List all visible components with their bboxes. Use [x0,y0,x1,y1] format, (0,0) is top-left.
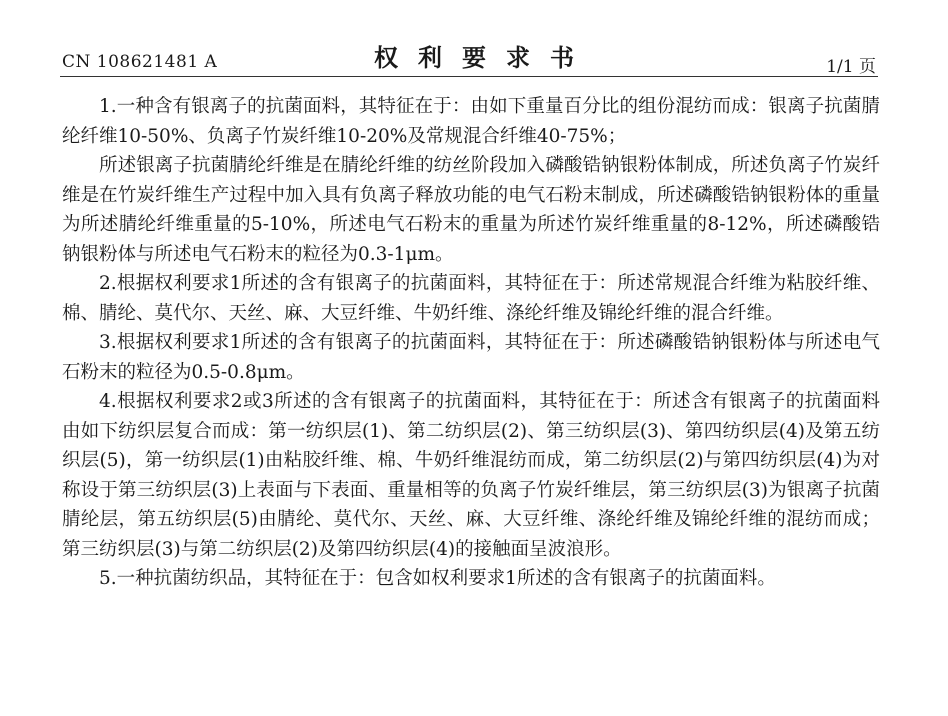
publication-number: CN 108621481 A [62,52,218,72]
claims-body [62,92,880,594]
page-header [0,0,948,80]
claim-4: 4.根据权利要求2或3所述的含有银离子的抗菌面料，其特征在于：所述含有银离子的抗菌面料由如下纺织层复合而成：第一纺织层(1)、第二纺织层(2)、第三纺织层(3)、第四纺织层(4)及第五纺织层(5)，第一纺织层(1)由粘胶纤维、棉、牛奶纤维混纺而成，第二纺织层(2)与第四纺织层(4)为对称设于第三纺织层(3)上表面与下表面、重量相等的负离子竹炭纤维层，第三纺织层(3)为银离子抗菌腈纶层，第五纺织层(5)由腈纶、莫代尔、天丝、麻、大豆纤维、涤纶纤维及锦纶纤维的混纺而成；第三纺织层(3)与第二纺织层(2)及第四纺织层(4)的接触面呈波浪形。 [62,391,880,560]
claim-2: 2.根据权利要求1所述的含有银离子的抗菌面料，其特征在于：所述常规混合纤维为粘胶纤维、棉、腈纶、莫代尔、天丝、麻、大豆纤维、牛奶纤维、涤纶纤维及锦纶纤维的混合纤维。 [62,273,880,324]
page-number: 1/1 页 [826,57,876,77]
claim-1-detail: 所述银离子抗菌腈纶纤维是在腈纶纤维的纺丝阶段加入磷酸锆钠银粉体制成，所述负离子竹炭纤维是在竹炭纤维生产过程中加入具有负离子释放功能的电气石粉末制成，所述磷酸锆钠银粉体的重量为所述腈纶纤维重量的5-10%，所述电气石粉末的重量为所述竹炭纤维重量的8-12%，所述磷酸锆钠银粉体与所述电气石粉末的粒径为0.3-1μm。 [62,155,880,265]
claim-5: 5.一种抗菌纺织品，其特征在于：包含如权利要求1所述的含有银离子的抗菌面料。 [99,568,776,589]
document-title: 权利要求书 [374,44,594,72]
claim-3: 3.根据权利要求1所述的含有银离子的抗菌面料，其特征在于：所述磷酸锆钠银粉体与所述电气石粉末的粒径为0.5-0.8μm。 [62,332,880,383]
claim-1: 1.一种含有银离子的抗菌面料，其特征在于：由如下重量百分比的组份混纺而成：银离子抗菌腈纶纤维10-50%、负离子竹炭纤维10-20%及常规混合纤维40-75%； [62,96,880,147]
header-divider [60,76,878,77]
